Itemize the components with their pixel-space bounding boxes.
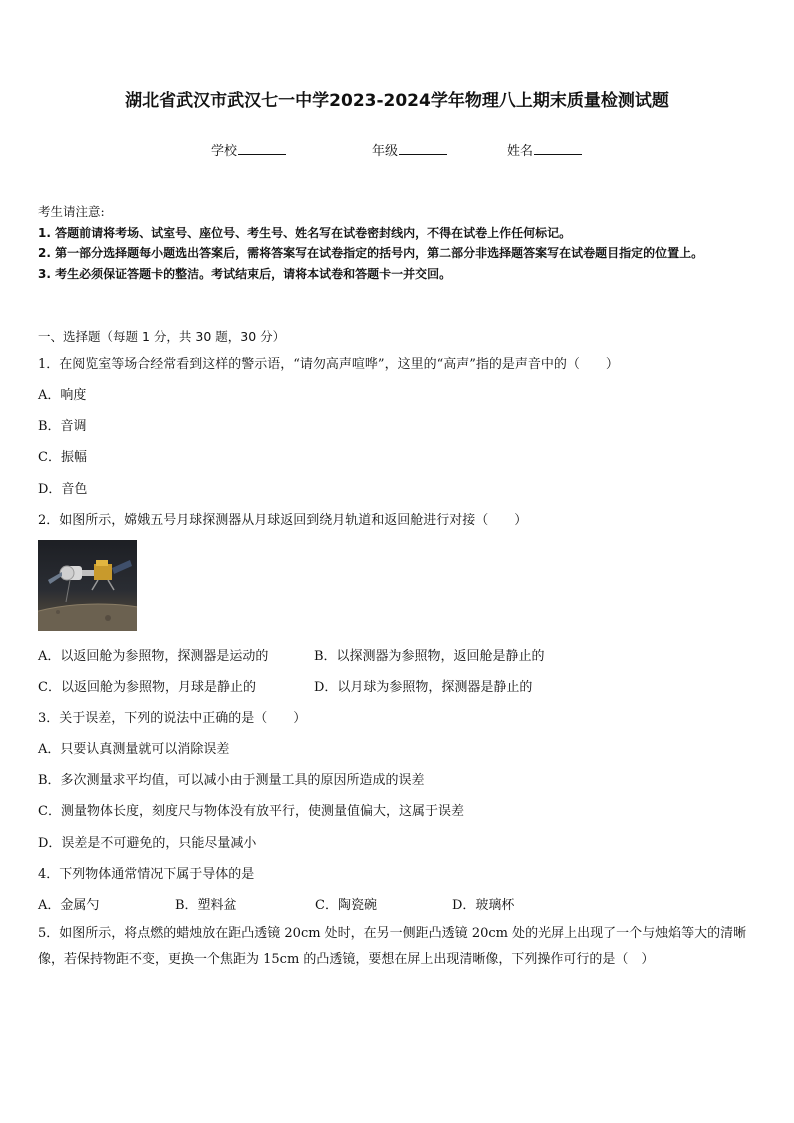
name-blank[interactable] <box>534 141 582 155</box>
question-3-option-b[interactable]: B．多次测量求平均值，可以减小由于测量工具的原因所造成的误差 <box>38 773 425 788</box>
name-label: 姓名 <box>507 144 534 159</box>
question-1-option-c[interactable]: C．振幅 <box>38 450 87 465</box>
question-4-option-c[interactable]: C．陶瓷碗 <box>315 898 377 913</box>
question-1-stem: 1．在阅览室等场合经常看到这样的警示语，“请勿高声喧哗”，这里的“高声”指的是声音中的（ ） <box>38 357 619 372</box>
question-1-option-a[interactable]: A．响度 <box>38 388 87 403</box>
question-5-stem: 5．如图所示，将点燃的蜡烛放在距凸透镜 20cm 处时，在另一侧距凸透镜 20cm 处的光屏上出现了一个与烛焰等大的清晰像，若保持物距不变，更换一个焦距为 15cm 的凸透镜，要想在屏上出现清晰像，下列操作可行的是（ ） <box>38 926 747 967</box>
page-title: 湖北省武汉市武汉七一中学2023-2024学年物理八上期末质量检测试题 <box>125 91 669 111</box>
question-3-option-d[interactable]: D．误差是不可避免的，只能尽量减小 <box>38 836 257 851</box>
notice-item-1: 1. 答题前请将考场、试室号、座位号、考生号、姓名写在试卷密封线内，不得在试卷上作任何标记。 <box>38 225 572 240</box>
name-field[interactable] <box>507 140 582 159</box>
question-2-option-d[interactable]: D．以月球为参照物，探测器是静止的 <box>314 680 533 695</box>
school-label: 学校 <box>211 144 238 159</box>
question-2-stem: 2．如图所示，嫦娥五号月球探测器从月球返回到绕月轨道和返回舱进行对接（ ） <box>38 513 528 528</box>
question-2-option-b[interactable]: B．以探测器为参照物，返回舱是静止的 <box>314 649 545 664</box>
question-3-option-c[interactable]: C．测量物体长度，刻度尺与物体没有放平行，使测量值偏大，这属于误差 <box>38 804 464 819</box>
notice-heading: 考生请注意: <box>38 204 105 219</box>
question-4-option-a[interactable]: A．金属勺 <box>38 898 100 913</box>
grade-field[interactable] <box>372 140 447 159</box>
school-blank[interactable] <box>238 141 286 155</box>
notice-item-3: 3. 考生必须保证答题卡的整洁。考试结束后，请将本试卷和答题卡一并交回。 <box>38 266 452 281</box>
exam-notice <box>38 202 762 284</box>
question-3-stem: 3．关于误差，下列的说法中正确的是（ ） <box>38 711 307 726</box>
question-4-option-b[interactable]: B．塑料盆 <box>175 898 237 913</box>
grade-blank[interactable] <box>399 141 447 155</box>
question-2-option-a[interactable]: A．以返回舱为参照物，探测器是运动的 <box>38 649 269 664</box>
question-2-option-c[interactable]: C．以返回舱为参照物，月球是静止的 <box>38 680 256 695</box>
grade-label: 年级 <box>372 144 399 159</box>
notice-item-2: 2. 第一部分选择题每小题选出答案后，需将答案写在试卷指定的括号内，第二部分非选择题答案写在试卷题目指定的位置上。 <box>38 246 704 260</box>
spacecraft-docking-image <box>38 540 137 631</box>
question-1-option-d[interactable]: D．音色 <box>38 482 88 497</box>
section-heading: 一、选择题（每题 1 分，共 30 题，30 分） <box>38 329 286 344</box>
school-field[interactable] <box>211 140 286 159</box>
question-3-option-a[interactable]: A．只要认真测量就可以消除误差 <box>38 742 230 757</box>
question-4-stem: 4．下列物体通常情况下属于导体的是 <box>38 867 255 882</box>
spacecraft-docking-illustration <box>38 540 137 631</box>
question-1-option-b[interactable]: B．音调 <box>38 419 87 434</box>
question-4-option-d[interactable]: D．玻璃杯 <box>452 898 515 913</box>
